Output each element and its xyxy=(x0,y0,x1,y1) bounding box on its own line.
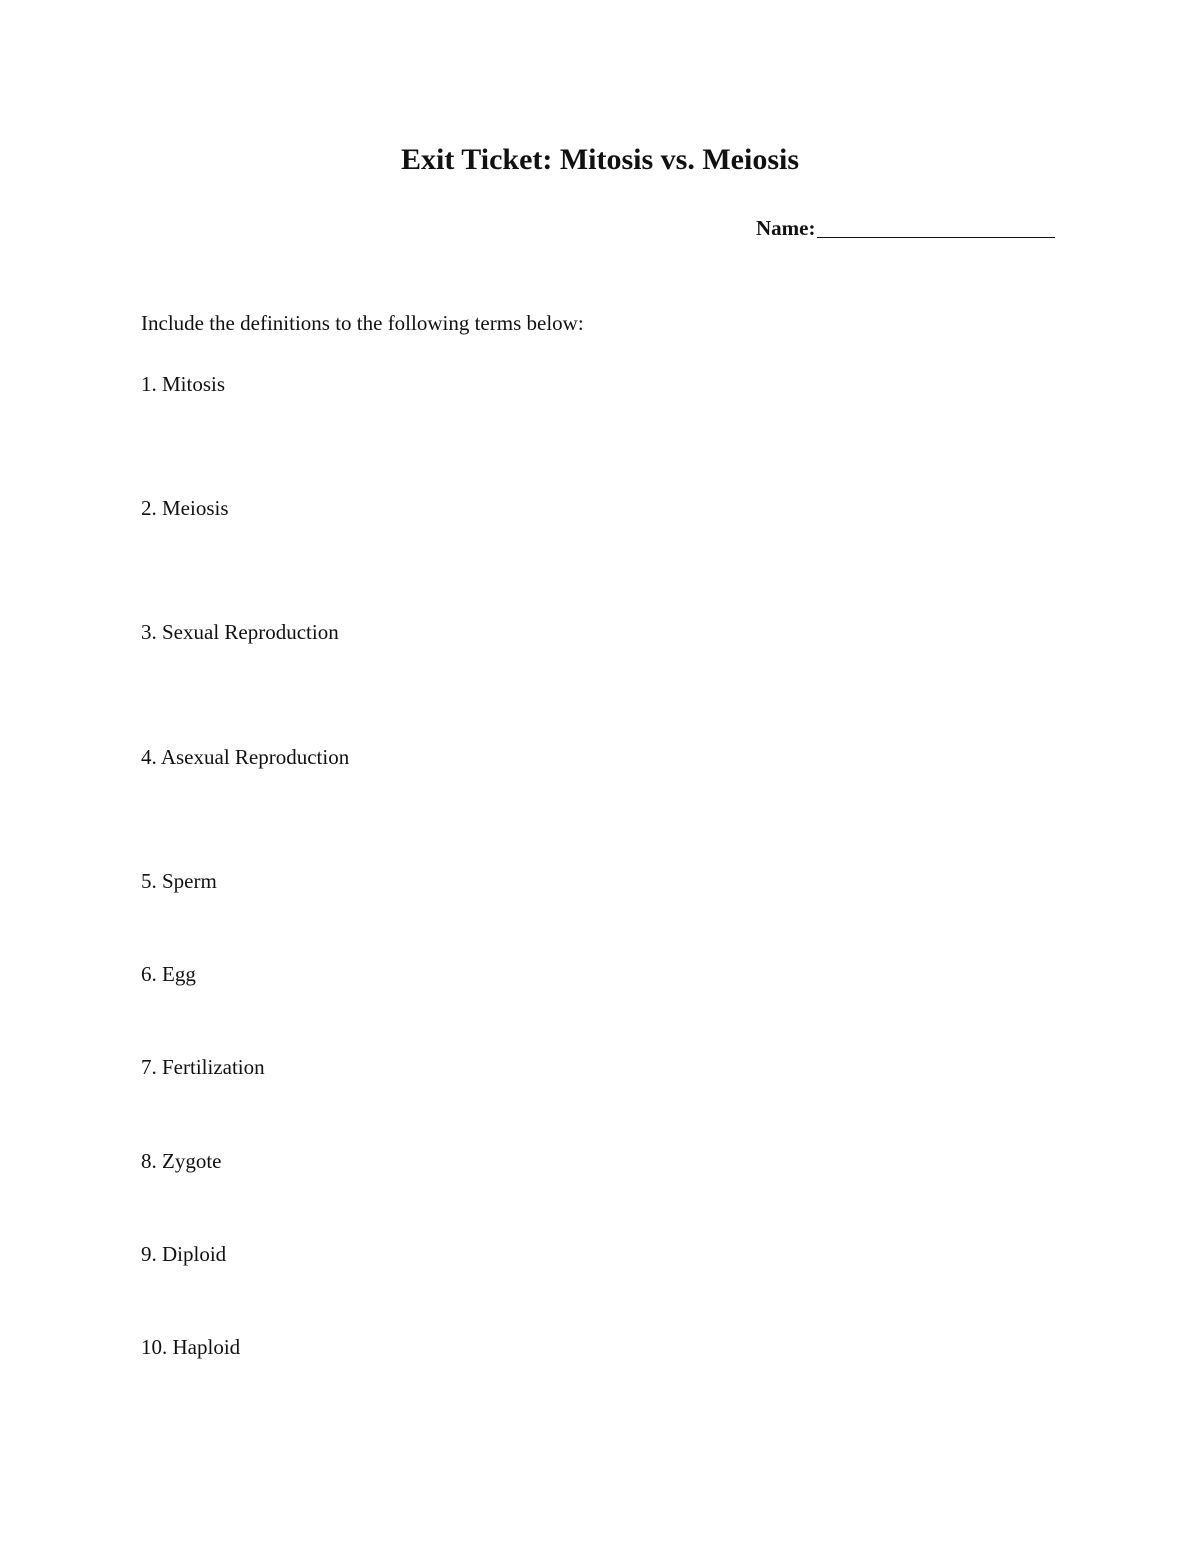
name-field-block xyxy=(756,214,1055,242)
instructions-text: Include the definitions to the following terms below: xyxy=(141,311,584,335)
page-title: Exit Ticket: Mitosis vs. Meiosis xyxy=(400,143,800,176)
term-item-asexual-reproduction: 4. Asexual Reproduction xyxy=(141,745,350,769)
term-item-meiosis: 2. Meiosis xyxy=(141,496,229,520)
term-item-diploid: 9. Diploid xyxy=(141,1242,227,1266)
name-label: Name: xyxy=(756,216,816,240)
term-item-haploid: 10. Haploid xyxy=(141,1335,241,1359)
term-item-sexual-reproduction: 3. Sexual Reproduction xyxy=(141,620,339,644)
term-item-zygote: 8. Zygote xyxy=(141,1149,222,1173)
name-blank-line[interactable] xyxy=(817,236,1055,238)
term-item-sperm: 5. Sperm xyxy=(141,869,217,893)
term-item-fertilization: 7. Fertilization xyxy=(141,1055,265,1079)
term-item-mitosis: 1. Mitosis xyxy=(141,372,226,396)
term-item-egg: 6. Egg xyxy=(141,962,196,986)
